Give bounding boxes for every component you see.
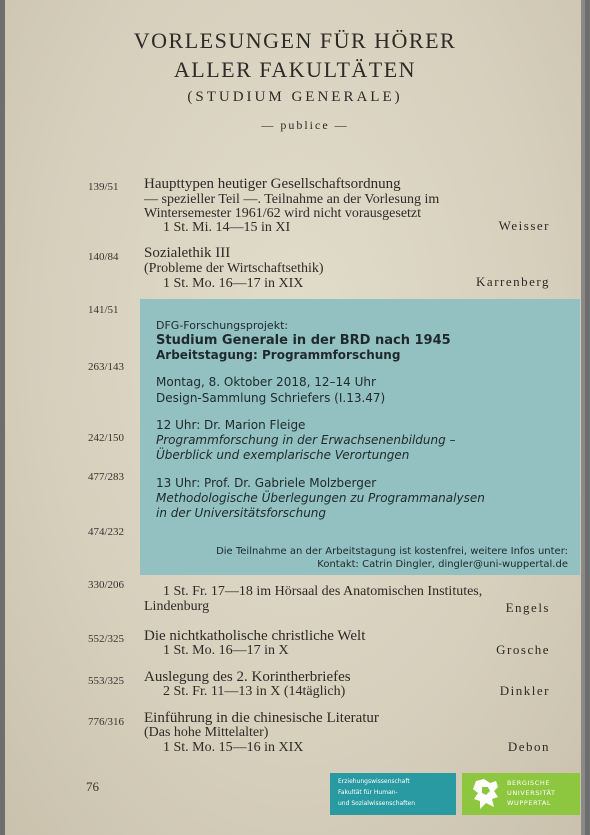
course-title: Einführung in die chinesische Literatur — [144, 710, 379, 726]
course-title: Haupttypen heutiger Gesellschaftsordnung — [144, 176, 401, 192]
faculty-badge — [330, 773, 456, 815]
course-number: 141/51 — [88, 304, 119, 316]
course-title: Auslegung des 2. Korintherbriefes — [144, 669, 351, 685]
page-subtitle: (STUDIUM GENERALE) — [187, 89, 403, 105]
university-logo — [462, 773, 580, 815]
course-line: Wintersemester 1961/62 wird nicht vorausgesetzt — [144, 206, 422, 221]
page-title-line1: VORLESUNGEN FÜR HÖRER — [133, 28, 457, 53]
course-schedule: 1 St. Mo. 15—16 in XIX — [163, 740, 304, 755]
course-schedule: 2 St. Fr. 11—13 in X (14täglich) — [163, 684, 346, 699]
course-number: 139/51 — [88, 181, 119, 193]
course-schedule: 1 St. Mi. 14—15 in XI — [163, 220, 291, 235]
event-info-box — [140, 299, 580, 575]
course-line: (Das hohe Mittelalter) — [144, 725, 269, 740]
event-date: Montag, 8. Oktober 2018, 12–14 Uhr — [156, 375, 376, 389]
course-line: Lindenburg — [144, 599, 210, 614]
talk2-title-line1: Methodologische Überlegungen zu Programmanalysen — [156, 491, 485, 505]
publice-label: — publice — — [261, 118, 349, 132]
course-number: 263/143 — [88, 361, 125, 373]
project-label: DFG-Forschungsprojekt: — [156, 319, 289, 332]
course-line: — spezieller Teil —. Teilnahme an der Vorlesung im — [144, 192, 440, 207]
course-schedule: 1 St. Mo. 16—17 in XIX — [163, 276, 304, 291]
lecturer-name: Debon — [507, 739, 550, 754]
university-line3: WUPPERTAL — [507, 799, 552, 807]
faculty-line1: Erziehungswissenschaft — [338, 778, 410, 785]
lecturer-name: Weisser — [498, 218, 550, 233]
course-number: 552/325 — [88, 633, 125, 645]
course-schedule: 1 St. Mo. 16—17 in X — [163, 643, 289, 658]
talk1-title-line2: Überblick und exemplarische Verortungen — [156, 448, 410, 462]
talk2-speaker: 13 Uhr: Prof. Dr. Gabriele Molzberger — [156, 476, 377, 490]
course-title: Die nichtkatholische christliche Welt — [144, 628, 366, 644]
project-title: Studium Generale in der BRD nach 1945 — [156, 333, 451, 348]
university-line1: BERGISCHE — [507, 779, 551, 787]
course-title: Sozialethik III — [144, 245, 231, 261]
course-number: 140/84 — [88, 251, 119, 263]
talk1-speaker: 12 Uhr: Dr. Marion Fleige — [156, 418, 306, 432]
talk2-title-line2: in der Universitätsforschung — [156, 506, 327, 520]
course-line: (Probleme der Wirtschaftsethik) — [144, 261, 324, 276]
lion-crest-icon — [470, 777, 502, 811]
course-number: 553/325 — [88, 675, 125, 687]
lecturer-name: Dinkler — [499, 683, 550, 698]
page-title-line2: ALLER FAKULTÄTEN — [173, 57, 417, 82]
talk1-title-line1: Programmforschung in der Erwachsenenbildung – — [156, 433, 456, 447]
course-number: 776/316 — [88, 716, 125, 728]
lecturer-name: Engels — [505, 600, 550, 615]
participation-note: Die Teilnahme an der Arbeitstagung ist kostenfrei, weitere Infos unter: — [216, 546, 568, 557]
lecturer-name: Grosche — [496, 642, 550, 657]
university-line2: UNIVERSITÄT — [507, 789, 556, 797]
course-number: 474/232 — [88, 526, 125, 538]
event-location: Design-Sammlung Schriefers (I.13.47) — [156, 391, 386, 405]
event-title: Arbeitstagung: Programmforschung — [156, 348, 401, 362]
faculty-line2: Fakultät für Human- — [338, 789, 398, 796]
lecturer-name: Karrenberg — [476, 274, 550, 289]
faculty-line3: und Sozialwissenschaften — [338, 800, 416, 807]
course-number: 330/206 — [88, 579, 125, 591]
contact-line[interactable]: Kontakt: Catrin Dingler, dingler@uni-wuppertal.de — [317, 559, 568, 570]
page-number: 76 — [86, 779, 99, 794]
course-number: 242/150 — [88, 432, 125, 444]
course-schedule: 1 St. Fr. 17—18 im Hörsaal des Anatomischen Institutes, — [163, 584, 483, 599]
course-number: 477/283 — [88, 471, 125, 483]
